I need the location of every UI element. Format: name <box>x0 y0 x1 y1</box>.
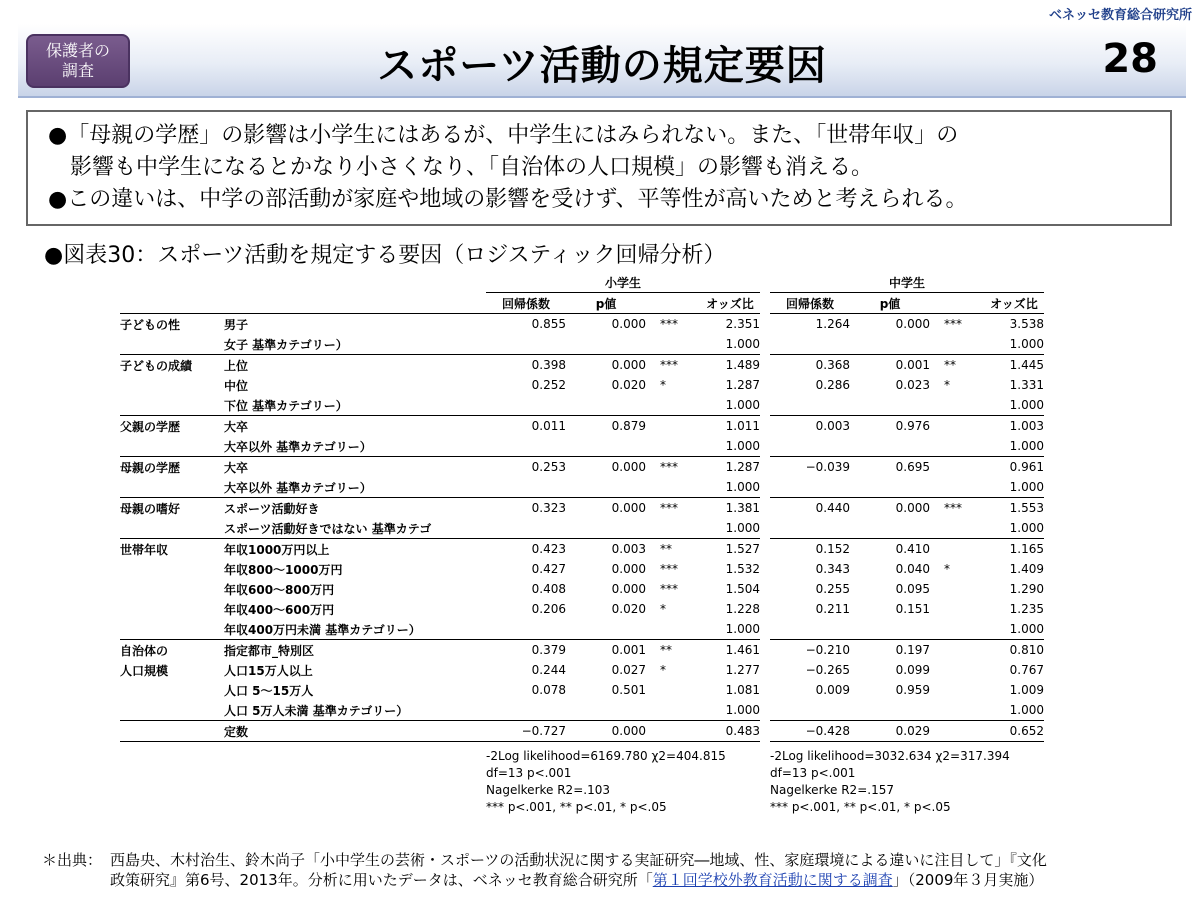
middle-pv-cell <box>850 700 930 721</box>
middle-coef-cell <box>770 518 850 539</box>
middle-odds-cell: 1.235 <box>1009 602 1044 616</box>
middle-sig-cell: * <box>944 378 950 392</box>
middle-odds-cell: 1.000 <box>1009 480 1044 494</box>
column-gap <box>760 498 770 519</box>
column-gap <box>760 640 770 661</box>
category-cell <box>120 680 224 700</box>
middle-sig-cell <box>930 599 984 619</box>
elementary-coef-cell: 0.244 <box>531 663 566 677</box>
middle-sig-cell: *** <box>930 314 984 335</box>
elementary-pv-cell: 0.501 <box>611 683 646 697</box>
elementary-pv-cell: 0.020 <box>611 602 646 616</box>
variable-cell: 大卒 <box>224 416 486 437</box>
middle-pv-cell: 0.959 <box>895 683 930 697</box>
middle-pv-cell <box>850 395 930 416</box>
middle-pv-cell <box>850 518 930 539</box>
elementary-odds-cell: 1.461 <box>700 640 760 661</box>
elementary-pv-cell: 0.000 <box>566 314 646 335</box>
category-cell: 母親の学歴 <box>120 457 224 478</box>
middle-sig-cell <box>930 334 984 355</box>
elementary-coef-cell <box>486 436 566 457</box>
elementary-odds-cell: 1.532 <box>725 562 760 576</box>
badge-line2: 調査 <box>61 61 94 80</box>
variable-cell: スポーツ活動好きではない 基準カテゴ <box>224 521 432 536</box>
middle-pv-cell: 0.000 <box>850 314 930 335</box>
variable-cell: 上位 <box>224 355 486 376</box>
elementary-pv-cell: 0.000 <box>611 582 646 596</box>
table-row <box>120 660 1044 680</box>
middle-sig-cell <box>930 721 984 742</box>
elementary-sig-cell: *** <box>646 457 700 478</box>
elementary-odds-cell: 1.000 <box>725 521 760 535</box>
table-row <box>120 395 1044 416</box>
column-gap <box>760 355 770 376</box>
col-odds: オッズ比 <box>990 296 1038 311</box>
page-title: スポーツ活動の規定要因 <box>377 43 827 89</box>
table-row <box>120 355 1044 376</box>
column-gap <box>760 619 770 640</box>
category-cell <box>120 334 224 355</box>
badge-line1: 保護者の <box>45 41 110 60</box>
middle-coef-cell <box>770 395 850 416</box>
middle-coef-cell <box>770 619 850 640</box>
middle-coef-cell: −0.265 <box>805 663 850 677</box>
category-cell <box>120 579 224 599</box>
elementary-sig-cell: ** <box>646 640 700 661</box>
table-row <box>120 314 1044 335</box>
middle-coef-cell: 1.264 <box>770 314 850 335</box>
middle-odds-cell: 1.553 <box>984 498 1044 519</box>
summary-line-1: ●「母親の学歴」の影響は小学生にはあるが、中学生にはみられない。また、「世帯年収」の <box>48 123 959 148</box>
middle-coef-cell <box>770 334 850 355</box>
table-row <box>120 416 1044 437</box>
elementary-sig-cell: *** <box>660 582 678 596</box>
group-header-middle: 中学生 <box>770 272 1044 293</box>
elementary-coef-cell: 0.206 <box>531 602 566 616</box>
middle-pv-cell: 0.099 <box>895 663 930 677</box>
table-row <box>120 700 1044 721</box>
category-cell <box>120 721 224 742</box>
middle-pv-cell <box>850 436 930 457</box>
middle-pv-cell <box>850 334 930 355</box>
category-cell: 父親の学歴 <box>120 416 224 437</box>
elementary-sig-cell: *** <box>646 314 700 335</box>
middle-coef-cell: −0.039 <box>770 457 850 478</box>
source-text-2a: 政策研究』第6号、2013年。分析に用いたデータは、ベネッセ教育総合研究所「 <box>110 871 653 889</box>
elementary-sig-cell: *** <box>646 498 700 519</box>
elementary-sig-cell <box>646 334 700 355</box>
elementary-coef-cell: 0.011 <box>486 416 566 437</box>
elementary-odds-cell: 1.000 <box>725 480 760 494</box>
source-text-1: 西島央、木村治生、鈴木尚子「小中学生の芸術・スポーツの活動状況に関する実証研究―地域、性、家庭環境による違いに注目して」『文化 <box>110 851 1047 869</box>
middle-pv-cell: 0.410 <box>850 539 930 560</box>
elementary-odds-cell: 1.228 <box>725 602 760 616</box>
column-gap <box>760 375 770 395</box>
middle-pv-cell <box>850 477 930 498</box>
table-row <box>120 375 1044 395</box>
middle-coef-cell: −0.428 <box>770 721 850 742</box>
variable-cell: 指定都市_特別区 <box>224 640 486 661</box>
elementary-pv-cell: 0.000 <box>566 721 646 742</box>
elementary-sig-cell <box>646 700 700 721</box>
elementary-coef-cell <box>486 334 566 355</box>
middle-sig-cell <box>930 619 984 640</box>
elementary-sig-cell: *** <box>660 562 678 576</box>
category-cell <box>120 518 224 539</box>
table-row <box>120 599 1044 619</box>
middle-coef-cell: 0.368 <box>770 355 850 376</box>
variable-cell: 大卒以外 基準カテゴリー） <box>224 480 372 495</box>
variable-cell: 定数 <box>224 721 486 742</box>
middle-pv-cell: 0.095 <box>895 582 930 596</box>
middle-pv-cell: 0.029 <box>850 721 930 742</box>
elementary-odds-cell: 1.011 <box>700 416 760 437</box>
elementary-odds-cell: 1.287 <box>725 378 760 392</box>
elementary-pv-cell: 0.879 <box>566 416 646 437</box>
elementary-sig-cell <box>646 395 700 416</box>
elementary-odds-cell: 1.000 <box>725 439 760 453</box>
elementary-sig-cell: * <box>660 378 666 392</box>
middle-sig-cell <box>930 457 984 478</box>
variable-cell: 中位 <box>224 378 249 393</box>
elementary-sig-cell <box>646 721 700 742</box>
middle-odds-cell: 1.000 <box>1009 521 1044 535</box>
middle-pv-cell: 0.151 <box>895 602 930 616</box>
elementary-pv-cell: 0.000 <box>566 498 646 519</box>
elementary-sig-cell <box>646 416 700 437</box>
summary-line-3: ●この違いは、中学の部活動が家庭や地域の影響を受けず、平等性が高いためと考えられる。 <box>48 187 968 212</box>
category-cell <box>120 619 224 640</box>
middle-coef-cell: 0.003 <box>770 416 850 437</box>
elementary-coef-cell: −0.727 <box>486 721 566 742</box>
model-fit-elementary: -2Log likelihood=6169.780 χ2=404.815 df=13 p<.001 Nagelkerke R2=.103 *** p<.001, ** p<.01, * p<.05 <box>486 749 726 814</box>
source-text-2b: 」（2009年３月実施） <box>892 871 1044 889</box>
variable-cell: 人口 5万人未満 基準カテゴリー） <box>224 703 409 718</box>
elementary-sig-cell <box>646 680 700 700</box>
category-cell: 母親の嗜好 <box>120 498 224 519</box>
category-cell <box>120 436 224 457</box>
middle-odds-cell: 1.000 <box>1009 439 1044 453</box>
table-row <box>120 721 1044 742</box>
middle-sig-cell <box>930 518 984 539</box>
summary-box <box>26 110 1172 226</box>
middle-coef-cell: 0.211 <box>815 602 850 616</box>
middle-odds-cell: 1.165 <box>984 539 1044 560</box>
middle-sig-cell <box>930 416 984 437</box>
column-gap <box>760 436 770 457</box>
category-cell: 子どもの成績 <box>120 355 224 376</box>
category-cell <box>120 700 224 721</box>
elementary-sig-cell: * <box>660 663 666 677</box>
elementary-sig-cell <box>646 436 700 457</box>
variable-cell: 年収400～600万円 <box>224 602 335 617</box>
middle-coef-cell <box>770 477 850 498</box>
summary-line-2: 影響も中学生になるとかなり小さくなり、「自治体の人口規模」の影響も消える。 <box>70 155 874 180</box>
middle-coef-cell: 0.009 <box>815 683 850 697</box>
middle-odds-cell: 1.000 <box>1009 337 1044 351</box>
elementary-odds-cell: 0.483 <box>700 721 760 742</box>
middle-odds-cell: 1.331 <box>1009 378 1044 392</box>
variable-cell: スポーツ活動好き <box>224 498 486 519</box>
elementary-sig-cell: * <box>660 602 666 616</box>
middle-odds-cell: 0.767 <box>1009 663 1044 677</box>
elementary-odds-cell: 1.381 <box>700 498 760 519</box>
elementary-odds-cell: 1.527 <box>700 539 760 560</box>
elementary-coef-cell: 0.252 <box>531 378 566 392</box>
middle-sig-cell <box>930 700 984 721</box>
elementary-coef-cell: 0.408 <box>531 582 566 596</box>
variable-cell: 下位 基準カテゴリー） <box>224 398 348 413</box>
elementary-odds-cell: 1.000 <box>725 622 760 636</box>
column-gap <box>760 559 770 579</box>
middle-odds-cell: 1.290 <box>1009 582 1044 596</box>
middle-odds-cell: 1.000 <box>1009 703 1044 717</box>
col-coef: 回帰係数 <box>501 296 550 311</box>
middle-odds-cell: 1.409 <box>1009 562 1044 576</box>
source-label: ＊出典： <box>42 851 103 869</box>
column-gap <box>760 660 770 680</box>
middle-pv-cell: 0.001 <box>850 355 930 376</box>
middle-odds-cell: 0.652 <box>984 721 1044 742</box>
source-citation <box>42 850 1047 890</box>
col-p: p値 <box>879 296 901 311</box>
variable-cell: 年収800～1000万円 <box>224 562 343 577</box>
elementary-coef-cell: 0.253 <box>486 457 566 478</box>
elementary-pv-cell: 0.027 <box>611 663 646 677</box>
variable-cell: 人口15万人以上 <box>224 663 313 678</box>
category-cell: 子どもの性 <box>120 314 224 335</box>
column-gap <box>760 314 770 335</box>
table-row <box>120 518 1044 539</box>
elementary-pv-cell: 0.003 <box>566 539 646 560</box>
column-gap <box>760 539 770 560</box>
elementary-odds-cell: 1.287 <box>700 457 760 478</box>
figure-title: ●図表30：スポーツ活動を規定する要因（ロジスティック回帰分析） <box>44 243 726 268</box>
table-row <box>120 477 1044 498</box>
middle-odds-cell: 1.000 <box>1009 622 1044 636</box>
elementary-pv-cell <box>566 436 646 457</box>
elementary-odds-cell: 1.504 <box>725 582 760 596</box>
category-cell <box>120 477 224 498</box>
category-cell: 自治体の <box>120 640 224 661</box>
middle-odds-cell: 3.538 <box>984 314 1044 335</box>
variable-cell: 男子 <box>224 314 486 335</box>
middle-sig-cell <box>930 395 984 416</box>
middle-pv-cell: 0.000 <box>850 498 930 519</box>
middle-odds-cell: 1.009 <box>1009 683 1044 697</box>
middle-odds-cell: 1.000 <box>1009 398 1044 412</box>
elementary-coef-cell <box>486 619 566 640</box>
elementary-coef-cell <box>486 477 566 498</box>
elementary-sig-cell: ** <box>646 539 700 560</box>
middle-odds-cell: 0.810 <box>984 640 1044 661</box>
column-gap <box>760 416 770 437</box>
elementary-coef-cell: 0.427 <box>531 562 566 576</box>
middle-coef-cell: 0.343 <box>815 562 850 576</box>
elementary-pv-cell: 0.020 <box>611 378 646 392</box>
column-gap <box>760 518 770 539</box>
middle-sig-cell <box>930 680 984 700</box>
elementary-coef-cell <box>486 700 566 721</box>
header-bar <box>18 24 1186 98</box>
elementary-odds-cell: 1.489 <box>700 355 760 376</box>
elementary-sig-cell <box>646 619 700 640</box>
elementary-odds-cell: 1.000 <box>725 337 760 351</box>
middle-pv-cell: 0.976 <box>850 416 930 437</box>
variable-cell: 年収1000万円以上 <box>224 539 486 560</box>
elementary-pv-cell: 0.000 <box>566 355 646 376</box>
middle-sig-cell <box>930 539 984 560</box>
variable-cell: 年収600～800万円 <box>224 582 335 597</box>
middle-coef-cell: −0.210 <box>770 640 850 661</box>
middle-odds-cell: 0.961 <box>984 457 1044 478</box>
middle-sig-cell: ** <box>930 355 984 376</box>
table-row <box>120 559 1044 579</box>
model-fit-middle: -2Log likelihood=3032.634 χ2=317.394 df=13 p<.001 Nagelkerke R2=.157 *** p<.001, ** p<.01, * p<.05 <box>770 749 1010 814</box>
elementary-odds-cell: 1.277 <box>725 663 760 677</box>
elementary-odds-cell: 2.351 <box>700 314 760 335</box>
elementary-coef-cell: 0.379 <box>486 640 566 661</box>
middle-coef-cell: 0.440 <box>770 498 850 519</box>
category-cell <box>120 375 224 395</box>
variable-cell: 女子 基準カテゴリー） <box>224 337 348 352</box>
middle-sig-cell <box>930 579 984 599</box>
column-gap <box>760 700 770 721</box>
middle-sig-cell <box>930 660 984 680</box>
middle-coef-cell <box>770 700 850 721</box>
middle-sig-cell: * <box>944 562 950 576</box>
table-row <box>120 579 1044 599</box>
middle-pv-cell: 0.695 <box>850 457 930 478</box>
elementary-coef-cell: 0.078 <box>531 683 566 697</box>
col-odds: オッズ比 <box>706 296 754 311</box>
elementary-odds-cell: 1.000 <box>725 703 760 717</box>
elementary-coef-cell: 0.855 <box>486 314 566 335</box>
column-gap <box>760 334 770 355</box>
elementary-coef-cell: 0.398 <box>486 355 566 376</box>
middle-sig-cell <box>930 436 984 457</box>
middle-sig-cell <box>930 477 984 498</box>
elementary-pv-cell: 0.000 <box>566 457 646 478</box>
table-row <box>120 539 1044 560</box>
column-gap <box>760 395 770 416</box>
category-cell: 世帯年収 <box>120 539 224 560</box>
elementary-coef-cell: 0.423 <box>486 539 566 560</box>
middle-coef-cell: 0.255 <box>815 582 850 596</box>
col-p: p値 <box>595 296 617 311</box>
middle-coef-cell: 0.286 <box>815 378 850 392</box>
elementary-coef-cell: 0.323 <box>486 498 566 519</box>
column-gap <box>760 680 770 700</box>
table-row <box>120 334 1044 355</box>
middle-coef-cell: 0.152 <box>770 539 850 560</box>
elementary-sig-cell <box>646 518 700 539</box>
group-header-elementary: 小学生 <box>486 272 760 293</box>
variable-cell: 大卒 <box>224 457 486 478</box>
elementary-odds-cell: 1.000 <box>725 398 760 412</box>
middle-pv-cell: 0.197 <box>850 640 930 661</box>
column-gap <box>760 477 770 498</box>
middle-coef-cell <box>770 436 850 457</box>
elementary-sig-cell: *** <box>646 355 700 376</box>
table-row <box>120 498 1044 519</box>
column-gap <box>760 579 770 599</box>
middle-pv-cell: 0.040 <box>895 562 930 576</box>
elementary-pv-cell <box>566 518 646 539</box>
category-cell <box>120 559 224 579</box>
survey-link[interactable]: 第１回学校外教育活動に関する調査 <box>652 871 893 889</box>
variable-cell: 人口 5～15万人 <box>224 683 314 698</box>
elementary-pv-cell <box>566 477 646 498</box>
column-gap <box>760 721 770 742</box>
middle-sig-cell: *** <box>930 498 984 519</box>
variable-cell: 大卒以外 基準カテゴリー） <box>224 439 372 454</box>
category-cell: 人口規模 <box>120 663 169 678</box>
variable-cell: 年収400万円未満 基準カテゴリー） <box>224 622 421 637</box>
elementary-sig-cell <box>646 477 700 498</box>
middle-odds-cell: 1.445 <box>984 355 1044 376</box>
col-coef: 回帰係数 <box>785 296 834 311</box>
column-gap <box>760 599 770 619</box>
brand-logo-text: ベネッセ教育総合研究所 <box>1048 8 1192 23</box>
table-row <box>120 680 1044 700</box>
regression-table <box>120 272 1044 816</box>
elementary-pv-cell: 0.001 <box>566 640 646 661</box>
middle-sig-cell <box>930 640 984 661</box>
middle-odds-cell: 1.003 <box>984 416 1044 437</box>
page-number: 28 <box>1102 36 1158 82</box>
elementary-coef-cell <box>486 395 566 416</box>
elementary-odds-cell: 1.081 <box>725 683 760 697</box>
elementary-pv-cell <box>566 334 646 355</box>
table-row <box>120 640 1044 661</box>
table-row <box>120 436 1044 457</box>
column-gap <box>760 457 770 478</box>
elementary-pv-cell <box>566 395 646 416</box>
middle-pv-cell <box>850 619 930 640</box>
category-cell <box>120 599 224 619</box>
middle-pv-cell: 0.023 <box>895 378 930 392</box>
elementary-pv-cell: 0.000 <box>611 562 646 576</box>
table-row <box>120 457 1044 478</box>
elementary-coef-cell <box>486 518 566 539</box>
elementary-pv-cell <box>566 700 646 721</box>
elementary-pv-cell <box>566 619 646 640</box>
category-cell <box>120 395 224 416</box>
table-row <box>120 619 1044 640</box>
